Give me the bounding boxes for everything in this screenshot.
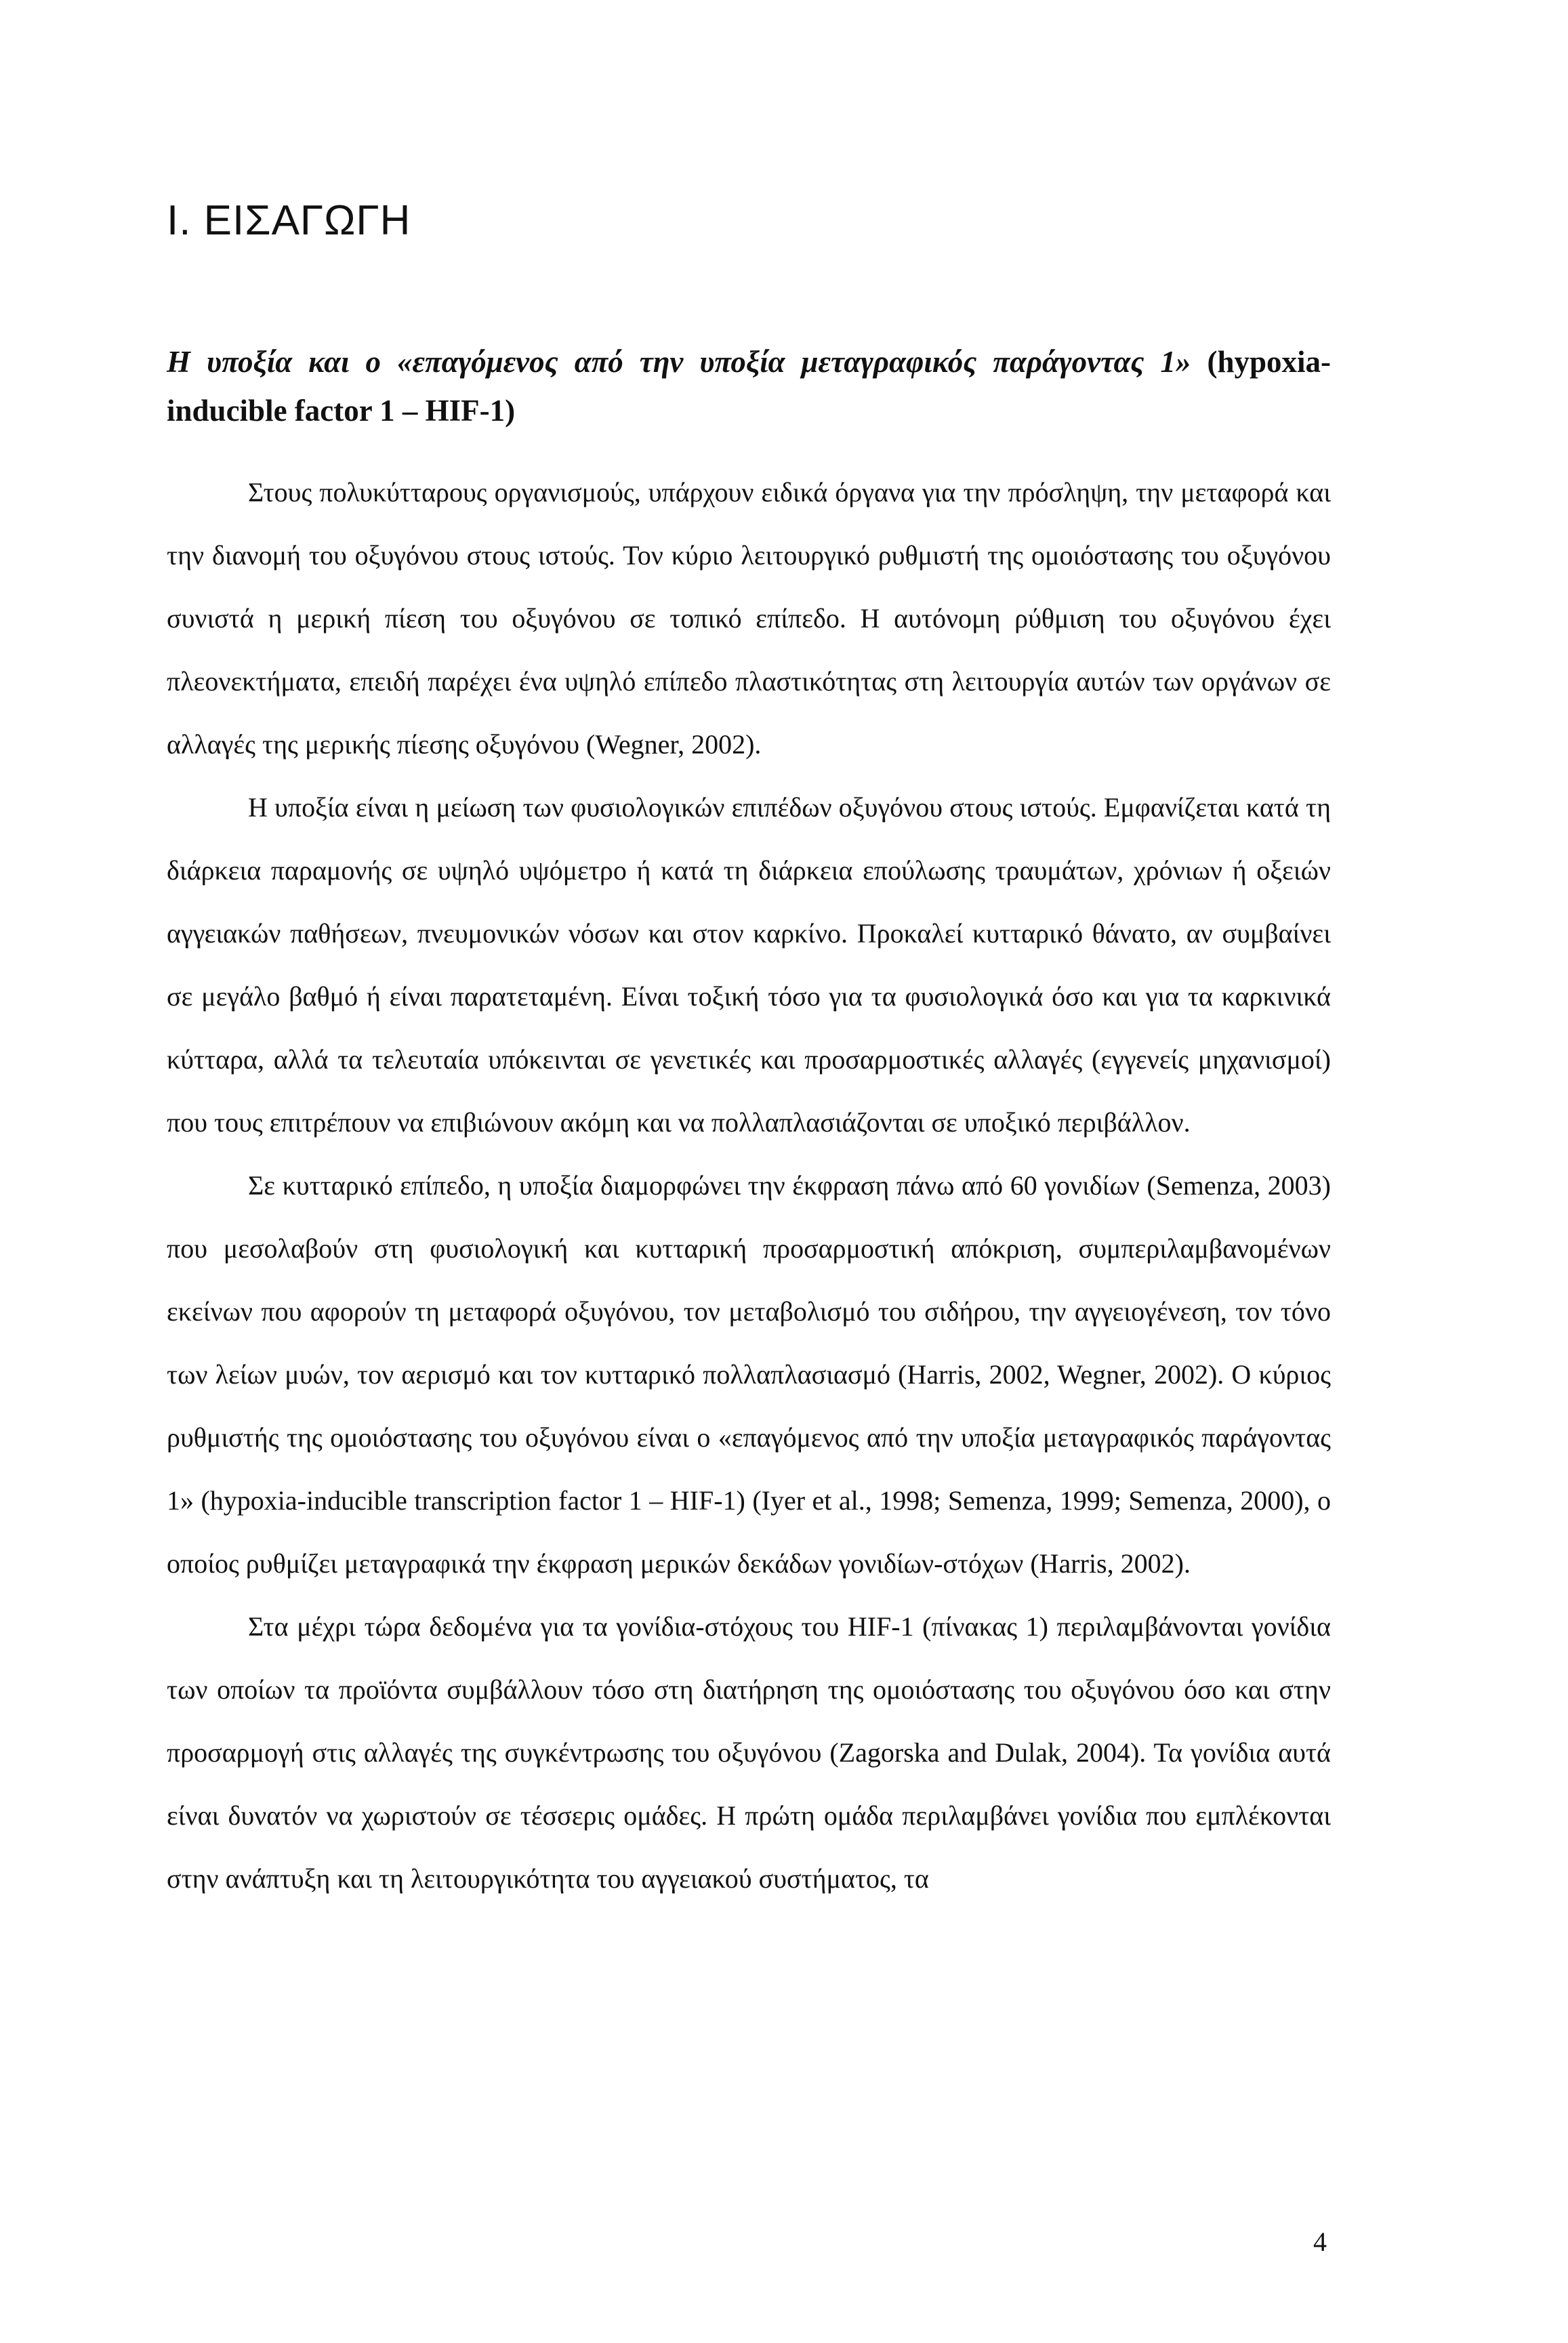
paragraph-cellular-level: Σε κυτταρικό επίπεδο, η υποξία διαμορφώνει την έκφραση πάνω από 60 γονιδίων (Semenza, 2003) που μεσολαβούν στη φυσιολογική και κυτταρική προσαρμοστική απόκριση, συμπεριλαμβανομένων εκείνων που αφορούν τη μεταφορά οξυγόνου, τον μεταβολισμό του σιδήρου, την αγγειογένεση, τον τόνο των λείων μυών, τον αερισμό και τον κυτταρικό πολλαπλασιασμό (Harris, 2002, Wegner, 2002). Ο κύριος ρυθμιστής της ομοιόστασης του οξυγόνου είναι ο «επαγόμενος από την υποξία μεταγραφικός παράγοντας 1» (hypoxia-inducible transcription factor 1 – HIF-1) (Iyer et al., 1998; Semenza, 1999; Semenza, 2000), ο οποίος ρυθμίζει μεταγραφικά την έκφραση μερικών δεκάδων γονιδίων-στόχων (Harris, 2002). bbox=[167, 1170, 1331, 1579]
section-heading bbox=[167, 337, 1331, 435]
section-heading-greek: Η υποξία και ο «επαγόμενος από την υποξία μεταγραφικός παράγοντας 1» bbox=[167, 345, 1191, 379]
document-page bbox=[167, 196, 1331, 1910]
paragraph-hif1-target-genes: Στα μέχρι τώρα δεδομένα για τα γονίδια-στόχους του HIF-1 (πίνακας 1) περιλαμβάνονται γονίδια των οποίων τα προϊόντα συμβάλλουν τόσο στη διατήρηση της ομοιόστασης του οξυγόνου όσο και στην προσαρμογή στις αλλαγές της συγκέντρωσης του οξυγόνου (Zagorska and Dulak, 2004). Τα γονίδια αυτά είναι δυνατόν να χωριστούν σε τέσσερις ομάδες. Η πρώτη ομάδα περιλαμβάνει γονίδια που εμπλέκονται στην ανάπτυξη και τη λειτουργικότητα του αγγειακού συστήματος, τα bbox=[167, 1611, 1331, 1894]
chapter-title: I. ΕΙΣΑΓΩΓΗ bbox=[167, 197, 411, 244]
paragraph-oxygen-homeostasis: Στους πολυκύτταρους οργανισμούς, υπάρχουν ειδικά όργανα για την πρόσληψη, την μεταφορά και την διανομή του οξυγόνου στους ιστούς. Τον κύριο λειτουργικό ρυθμιστή της ομοιόστασης του οξυγόνου συνιστά η μερική πίεση του οξυγόνου σε τοπικό επίπεδο. Η αυτόνομη ρύθμιση του οξυγόνου έχει πλεονεκτήματα, επειδή παρέχει ένα υψηλό επίπεδο πλαστικότητας στη λειτουργία αυτών των οργάνων σε αλλαγές της μερικής πίεσης οξυγόνου (Wegner, 2002). bbox=[167, 477, 1331, 760]
page-number: 4 bbox=[1313, 2226, 1327, 2257]
paragraph-hypoxia-definition: Η υποξία είναι η μείωση των φυσιολογικών επιπέδων οξυγόνου στους ιστούς. Εμφανίζεται κατά τη διάρκεια παραμονής σε υψηλό υψόμετρο ή κατά τη διάρκεια επούλωσης τραυμάτων, χρόνιων ή οξειών αγγειακών παθήσεων, πνευμονικών νόσων και στον καρκίνο. Προκαλεί κυτταρικό θάνατο, αν συμβαίνει σε μεγάλο βαθμό ή είναι παρατεταμένη. Είναι τοξική τόσο για τα φυσιολογικά όσο και για τα καρκινικά κύτταρα, αλλά τα τελευταία υπόκεινται σε γενετικές και προσαρμοστικές αλλαγές (εγγενείς μηχανισμοί) που τους επιτρέπουν να επιβιώνουν ακόμη και να πολλαπλασιάζονται σε υποξικό περιβάλλον. bbox=[167, 792, 1331, 1138]
section-heading-latin: (hypoxia-inducible factor 1 – HIF-1) bbox=[167, 345, 1331, 428]
